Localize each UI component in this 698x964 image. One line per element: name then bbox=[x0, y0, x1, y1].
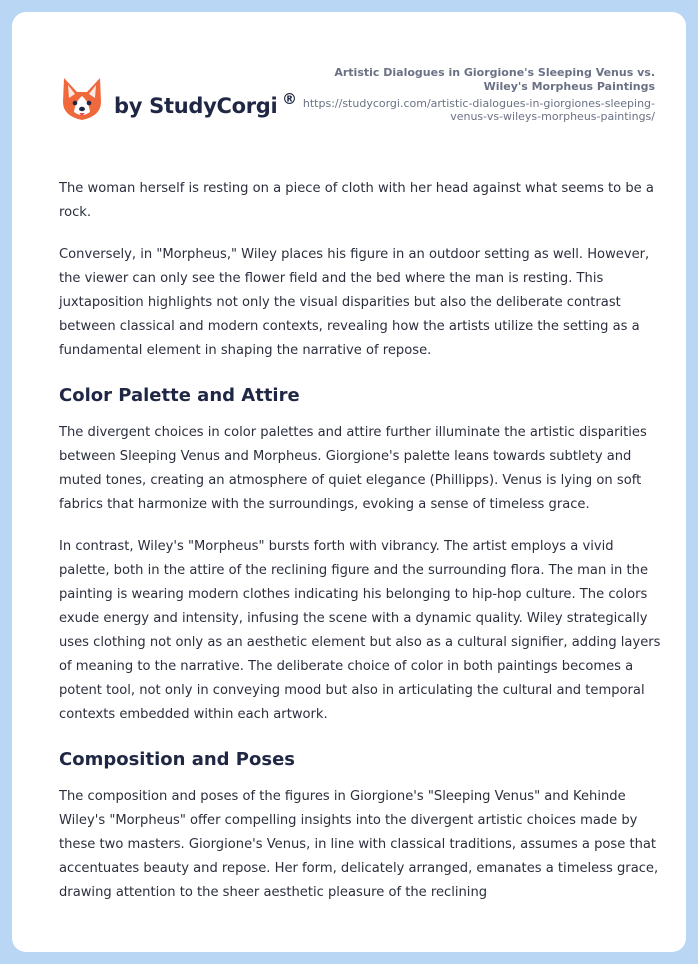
page-header bbox=[12, 12, 686, 162]
paragraph: The woman herself is resting on a piece of cloth with her head against what seems to be a rock. bbox=[59, 181, 654, 220]
registered-mark: ® bbox=[282, 90, 297, 108]
paragraph: The composition and poses of the figures in Giorgione's "Sleeping Venus" and Kehinde Wiley's "Morpheus" offer compelling insights into the divergent artistic choices made by these two masters. Giorgione's Venus, in line with classical traditions, assumes a pose that accentuates beauty and repose. Her form, delicately arranged, emanates a timeless grace, drawing attention to the sheer aesthetic pleasure of the reclining bbox=[59, 789, 659, 900]
paragraph: In contrast, Wiley's "Morpheus" bursts forth with vibrancy. The artist employs a vivid palette, both in the attire of the reclining figure and the surrounding flora. The man in the painting is wearing modern clothes indicating his belonging to hip-hop culture. The colors exude energy and intensity, infusing the scene with a dynamic quality. Wiley strategically uses clothing not only as an aesthetic element but also as a cultural signifier, adding layers of meaning to the narrative. The deliberate choice of color in both paintings becomes a potent tool, not only in conveying mood but also in articulating the cultural and temporal contexts embedded within each artwork. bbox=[59, 539, 661, 722]
article-body bbox=[59, 177, 661, 923]
brand-name: by StudyCorgi bbox=[114, 94, 278, 118]
document-url[interactable]: https://studycorgi.com/artistic-dialogues-in-giorgiones-sleeping-venus-vs-wileys-morpheus-paintings/ bbox=[302, 97, 655, 123]
document-title: Artistic Dialogues in Giorgione's Sleeping Venus vs. Wiley's Morpheus Paintings bbox=[334, 66, 655, 93]
corgi-icon bbox=[60, 76, 104, 124]
section-heading: Composition and Poses bbox=[59, 749, 295, 770]
paragraph: The divergent choices in color palettes and attire further illuminate the artistic disparities between Sleeping Venus and Morpheus. Giorgione's palette leans towards subtlety and muted tones, creating an atmosphere of quiet elegance (Phillipps). Venus is lying on soft fabrics that harmonize with the surroundings, evoking a sense of timeless grace. bbox=[59, 425, 647, 512]
section-heading: Color Palette and Attire bbox=[59, 385, 300, 406]
paragraph: Conversely, in "Morpheus," Wiley places his figure in an outdoor setting as well. However, the viewer can only see the flower field and the bed where the man is resting. This juxtaposition highlights not only the visual disparities but also the deliberate contrast between classical and modern contexts, revealing how the artists utilize the setting as a fundamental element in shaping the narrative of repose. bbox=[59, 247, 650, 358]
studycorgi-logo[interactable] bbox=[60, 76, 320, 128]
document-meta bbox=[295, 66, 655, 123]
document-page bbox=[12, 12, 686, 952]
